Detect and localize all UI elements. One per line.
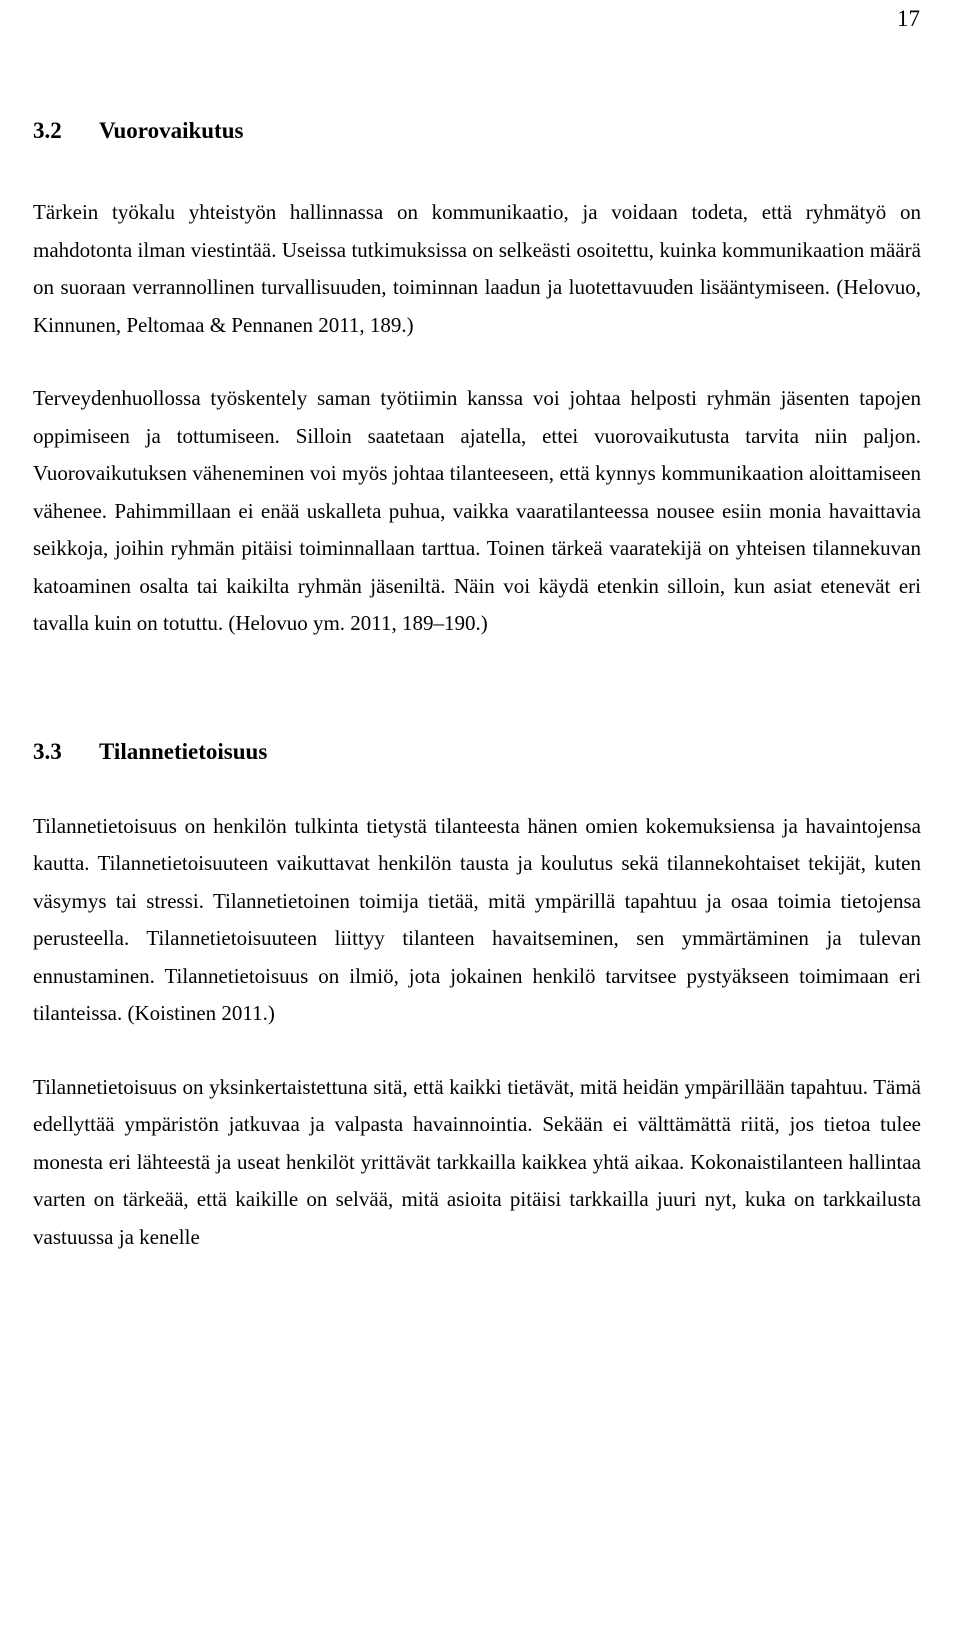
section-number: 3.2 [33, 118, 62, 143]
paragraph: Terveydenhuollossa työskentely saman työtiimin kanssa voi johtaa helposti ryhmän jäsenten tapojen oppimiseen ja tottumiseen. Silloin saatetaan ajatella, ettei vuorovaikutusta tarvita niin paljon. Vuorovaikutuksen väheneminen voi myös johtaa tilanteeseen, että kynnys kommunikaation aloittamiseen vähenee. Pahimmillaan ei enää uskalleta puhua, vaikka vaaratilanteessa nousee esiin monia havaittavia seikkoja, joihin ryhmän pitäisi toiminnallaan tarttua. Toinen tärkeä vaaratekijä on yhteisen tilannekuvan katoaminen osalta tai kaikilta ryhmän jäseniltä. Näin voi käydä etenkin silloin, kun asiat etenevät eri tavalla kuin on totuttu. (Helovuo ym. 2011, 189–190.) [33, 386, 921, 635]
section-heading-vuorovaikutus [33, 116, 921, 146]
page-number: 17 [897, 6, 920, 31]
section-title: Tilannetietoisuus [99, 738, 268, 764]
page-content [33, 116, 921, 1256]
section-number: 3.3 [33, 738, 62, 764]
paragraph: Tärkein työkalu yhteistyön hallinnassa on kommunikaatio, ja voidaan todeta, että ryhmätyö on mahdotonta ilman viestintää. Useissa tutkimuksissa on selkeästi osoitettu, kuinka kommunikaation määrä on suoraan verrannollinen turvallisuuden, toiminnan laadun ja luotettavuuden lisääntymiseen. (Helovuo, Kinnunen, Peltomaa & Pennanen 2011, 189.) [33, 200, 921, 337]
section-title: Vuorovaikutus [99, 118, 244, 143]
paragraph: Tilannetietoisuus on yksinkertaistettuna sitä, että kaikki tietävät, mitä heidän ympärillään tapahtuu. Tämä edellyttää ympäristön jatkuvaa ja valpasta havainnointia. Sekään ei välttämättä riitä, jos tietoa tulee monesta eri lähteestä ja useat henkilöt yrittävät tarkkailla kaikkea yhtä aikaa. Kokonaistilanteen hallintaa varten on tärkeää, että kaikille on selvää, mitä asioita pitäisi tarkkailla juuri nyt, kuka on tarkkailusta vastuussa ja kenelle [33, 1074, 921, 1249]
paragraph: Tilannetietoisuus on henkilön tulkinta tietystä tilanteesta hänen omien kokemuksiensa ja havaintojensa kautta. Tilannetietoisuuteen vaikuttavat henkilön tausta ja koulutus sekä tilannekohtaiset tekijät, kuten väsymys tai stressi. Tilannetietoinen toimija tietää, mitä ympärillä tapahtuu ja osaa toimia tietojensa perusteella. Tilannetietoisuuteen liittyy tilanteen havaitseminen, sen ymmärtäminen ja tulevan ennustaminen. Tilannetietoisuus on ilmiö, jota jokainen henkilö tarvitsee pystyäkseen toimimaan eri tilanteissa. (Koistinen 2011.) [33, 813, 921, 1025]
section-heading-tilannetietoisuus [33, 737, 921, 767]
